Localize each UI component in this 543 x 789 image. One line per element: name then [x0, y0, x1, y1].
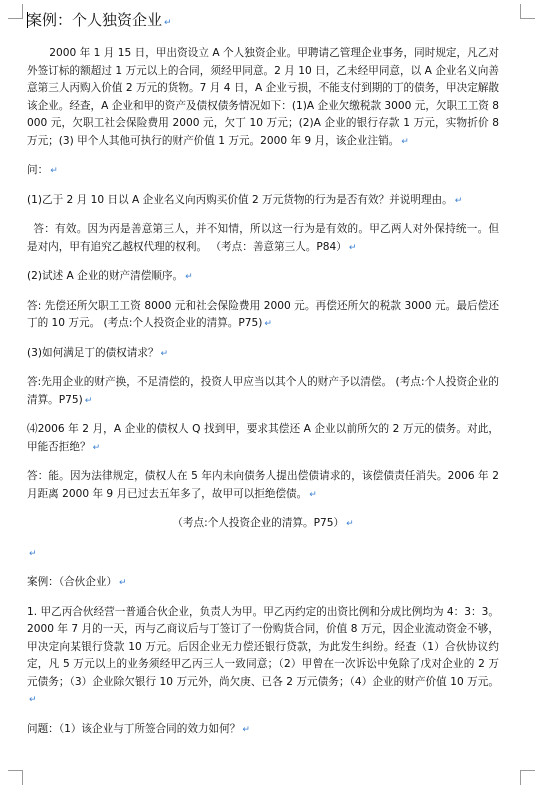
answer-1: 答：有效。因为丙是善意第三人，并不知情，所以这一行为是有效的。甲乙两人对外保持统一。但是对内，甲有追究乙越权代理的权利。 （考点：善意第三人。P84） ↵	[27, 223, 499, 253]
paragraph-mark-icon: ↵	[92, 442, 101, 453]
crop-mark-top-left	[8, 4, 23, 19]
paragraph-mark-icon: ↵	[50, 166, 58, 176]
question-3: (3)如何满足丁的债权请求？ ↵	[27, 346, 169, 359]
paragraph-mark-icon: ↵	[309, 489, 317, 500]
paragraph-mark-icon: ↵	[348, 242, 357, 253]
case-description: 2000 年 1 月 15 日，甲出资设立 A 个人独资企业。甲聘请乙管理企业事务，同时规定，凡乙对外签订标的额超过 1 万元以上的合同，须经甲同意。2 月 10 日，乙未经甲同意，以 A 企业名义向善意第三人丙购入价值 2 万元的货物。7 月 4 日，A 企业亏损，不能支付到期的丁的债务，甲决定解散该企业。经查，A 企业和甲的资产及债权债务情况如下：(1)A 企业欠缴税款 3000 元，欠职工工资 8 000 元，欠职工社会保险费用 2000 元，欠丁 10 万元；(2)A 企业的银行存款 1 万元，实物折价 8 万元；(3) 甲个人其他可执行的财产价值 1 万元。2000 年 9 月，该企业注销。 ↵	[27, 47, 500, 147]
paragraph-mark-icon: ↵	[164, 18, 172, 28]
question-1: (1)乙于 2 月 10 日以 A 企业名义向丙购买价值 2 万元货物的行为是否有效？并说明理由。 ↵	[27, 193, 463, 206]
answer-4-note: （考点:个人投资企业的清算。P75） ↵	[172, 517, 354, 529]
paragraph-mark-icon: ↵	[242, 724, 250, 735]
question-label: 问： ↵	[27, 164, 58, 176]
answer-4: 答：能。因为法律规定，债权人在 5 年内未向债务人提出偿债请求的，该偿债责任消失。2006 年 2 月距离 2000 年 9 月已过去五年多了，故甲可以拒绝偿债。 ↵	[27, 470, 499, 500]
paragraph-mark-icon: ↵	[29, 548, 37, 559]
paragraph-mark-icon: ↵	[84, 395, 93, 406]
paragraph-mark-icon: ↵	[454, 195, 463, 206]
crop-mark-top-right	[520, 4, 535, 19]
document-body[interactable]	[27, 10, 499, 739]
case-2-question-1: 问题：（1）该企业与丁所签合同的效力如何？ ↵	[27, 722, 250, 735]
answer-3: 答:先用企业的财产换，不足清偿的，投资人甲应当以其个人的财产予以清偿。 (考点:个人投资企业的清算。P75) ↵	[27, 376, 499, 406]
answer-2: 答: 先偿还所欠职工工资 8000 元和社会保险费用 2000 元。再偿还所欠的税款 3000 元。最后偿还丁的 10 万元。 (考点:个人投资企业的清算。P75) ↵	[27, 299, 499, 329]
crop-mark-bottom-right	[520, 770, 535, 785]
paragraph-mark-icon: ↵	[29, 695, 37, 705]
crop-mark-bottom-left	[8, 770, 23, 785]
case-2-description: 1. 甲乙丙合伙经营一普通合伙企业，负责人为甲。甲乙丙约定的出资比例和分成比例均为 4：3：3。2000 年 7 月的一天，丙与乙商议后与丁签订了一份购货合同，价值 8 万元，因企业流动资金不够，甲决定向某银行贷款 10 万元。后因企业无力偿还银行贷款，为此发生纠纷。经查（1）合伙协议约定，凡 5 万元以上的业务须经甲乙丙三人一致同意；（2）甲曾在一次诉讼中免除了戊对企业的 2 万元债务；（3）企业除欠银行 10 万元外，尚欠庚、已各 2 万元债务；（4）企业的财产价值 10 万元。↵	[27, 605, 499, 705]
case-2-title: 案例：（合伙企业） ↵	[27, 576, 127, 588]
paragraph-mark-icon: ↵	[160, 348, 169, 359]
empty-paragraph	[27, 545, 499, 564]
question-4: ⑷2006 年 2 月，A 企业的债权人 Q 找到甲，要求其偿还 A 企业以前所欠的 2 万元的债务。对此，甲能否拒绝？ ↵	[27, 423, 499, 453]
case-title: 案例：个人独资企业 ↵	[27, 11, 172, 29]
paragraph-mark-icon: ↵	[401, 136, 409, 147]
paragraph-mark-icon: ↵	[264, 319, 272, 329]
paragraph-mark-icon: ↵	[119, 578, 127, 588]
question-2: (2)试述 A 企业的财产清偿顺序。 ↵	[27, 270, 193, 282]
paragraph-mark-icon: ↵	[185, 272, 193, 282]
paragraph-mark-icon: ↵	[346, 519, 354, 529]
